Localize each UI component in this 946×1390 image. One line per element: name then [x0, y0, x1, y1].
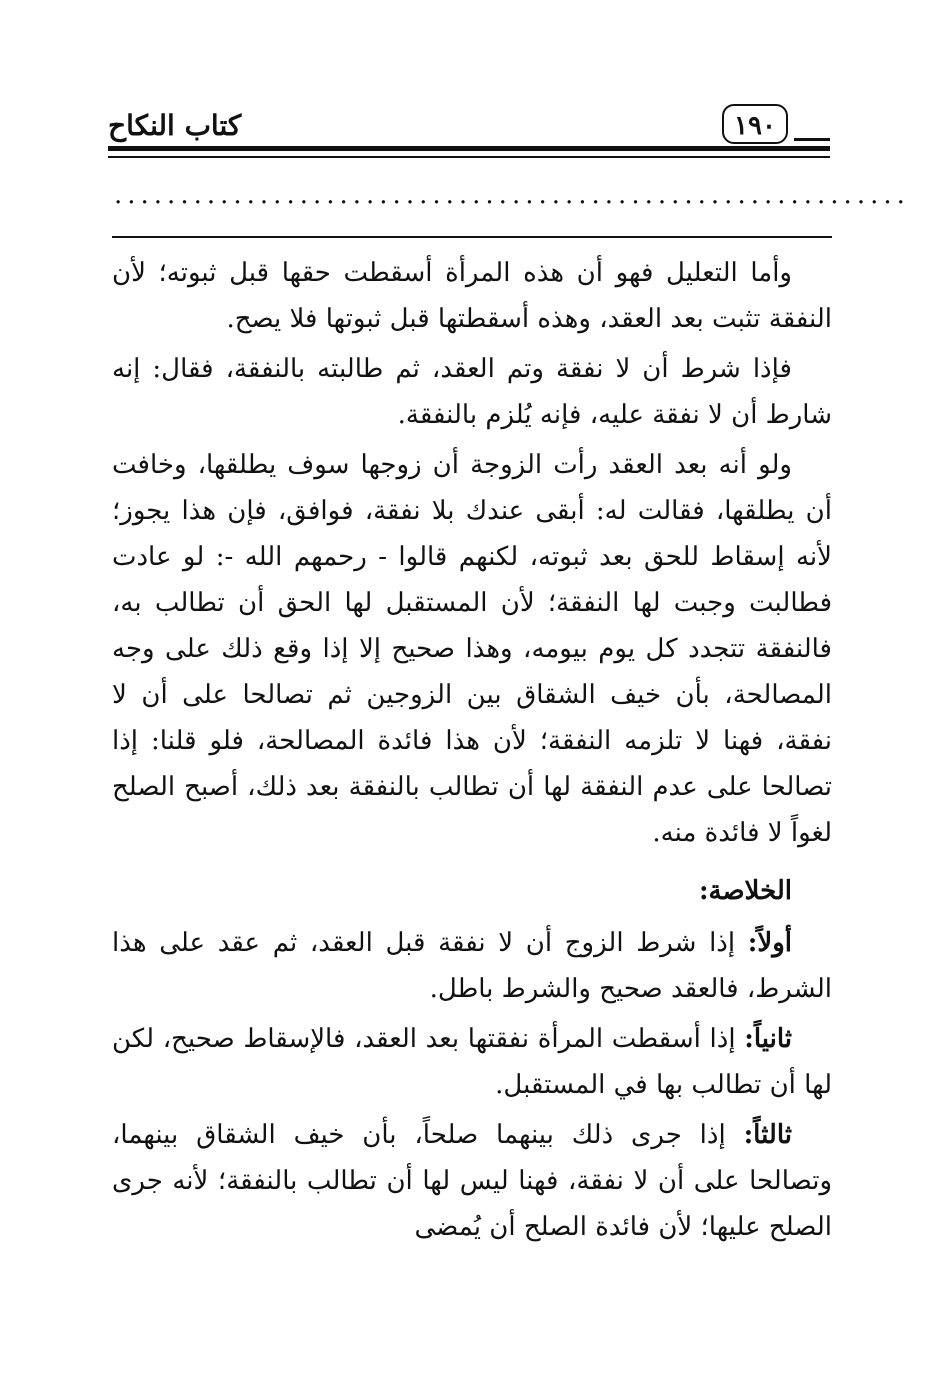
- page-number: ١٩٠: [722, 104, 788, 144]
- paragraph-3: ولو أنه بعد العقد رأت الزوجة أن زوجها سوف يطلقها، وخافت أن يطلقها، فقالت له: أبقى عندك بلا نفقة، فوافق، فإن هذا يجوز؛ لأنه إسقاط للحق بعد ثبوته، لكنهم قالوا - رحمهم الله -: لو عادت فطالبت وجبت لها النفقة؛ لأن المستقبل لها الحق أن تطالب به، فالنفقة تتجدد كل يوم بيومه، وهذا صحيح إلا إذا وقع ذلك على وجه المصالحة، بأن خيف الشقاق بين الزوجين ثم تصالحا على أن لا نفقة، فهنا لا تلزمه النفقة؛ لأن هذا فائدة المصالحة، فلو قلنا: إذا تصالحا على عدم النفقة لها أن تطالب بالنفقة بعد ذلك، أصبح الصلح لغواً لا فائدة منه.: [112, 450, 832, 848]
- page-header: [108, 104, 830, 164]
- header-rule-ornament: [794, 138, 830, 141]
- summary-item-1-text: إذا شرط الزوج أن لا نفقة قبل العقد، ثم عقد على هذا الشرط، فالعقد صحيح والشرط باطل.: [112, 928, 832, 1004]
- summary-item-2-text: إذا أسقطت المرأة نفقتها بعد العقد، فالإسقاط صحيح، لكن لها أن تطالب بها في المستقبل.: [112, 1024, 832, 1100]
- paragraph-2: فإذا شرط أن لا نفقة وتم العقد، ثم طالبته بالنفقة، فقال: إنه شارط أن لا نفقة عليه، فإنه يُلزم بالنفقة.: [112, 354, 832, 430]
- summary-item-3-text: إذا جرى ذلك بينهما صلحاً، بأن خيف الشقاق بينهما، وتصالحا على أن لا نفقة، فهنا ليس لها أن تطالب بالنفقة؛ لأنه جرى الصلح عليها؛ لأن فائدة الصلح أن يُمضى: [112, 1120, 832, 1242]
- summary-item-2-label: ثانياً:: [744, 1024, 792, 1054]
- book-title: كتاب النكاح: [108, 109, 242, 142]
- header-rule-thick: [108, 146, 830, 151]
- section-separator: [112, 236, 832, 238]
- main-text: [112, 250, 832, 1330]
- summary-item-1-label: أولاً:: [747, 928, 792, 958]
- summary-heading: الخلاصة:: [698, 876, 792, 906]
- summary-item-1: [112, 920, 832, 1012]
- summary-item-3: [112, 1112, 832, 1250]
- header-rule-thin: [108, 156, 830, 158]
- summary-item-3-label: ثالثاً:: [743, 1120, 793, 1150]
- paragraph-1: وأما التعليل فهو أن هذه المرأة أسقطت حقها قبل ثبوته؛ لأن النفقة تثبت بعد العقد، وهذه أسقطتها قبل ثبوتها فلا يصح.: [112, 258, 832, 334]
- summary-item-2: [112, 1016, 832, 1108]
- dotted-continuation-line: ............................................................: [114, 180, 910, 210]
